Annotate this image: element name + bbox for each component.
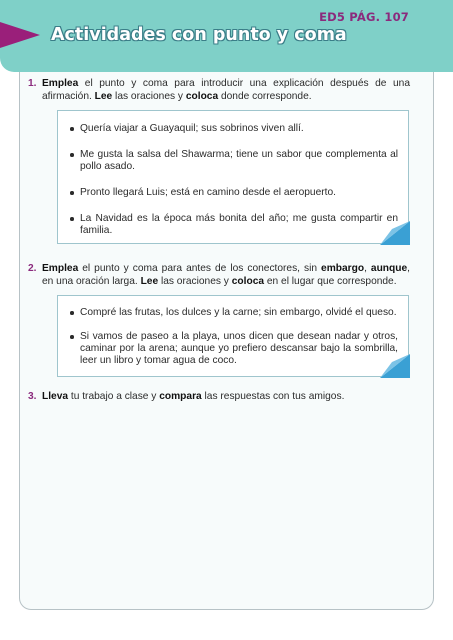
instruction-text: Lleva tu trabajo a clase y compara las respuestas con tus amigos.	[42, 391, 345, 402]
activity-2-box	[57, 295, 409, 377]
instruction-text: Emplea el punto y coma para introducir una explicación después de una afirmación. Lee las oraciones y coloca donde corresponde.	[42, 78, 410, 102]
bold-keyword: Lee	[94, 91, 113, 102]
header-flag-decoration	[0, 22, 40, 48]
bold-keyword: Emplea	[42, 78, 79, 89]
corner-fold-icon	[380, 221, 410, 245]
list-item: Pronto llegará Luis; está en camino desde el aeropuerto.	[68, 187, 398, 199]
activity-1-box	[57, 110, 409, 244]
list-item: Si vamos de paseo a la playa, unos dicen que desean nadar y otros, caminar por la arena; aunque yo prefiero descansar bajo la sombrilla, leer un libro y tomar agua de coco.	[68, 331, 398, 367]
sentence-list	[68, 307, 398, 367]
bold-keyword: Lee	[140, 276, 159, 287]
activity-2-instruction	[28, 262, 410, 288]
instruction-text: Emplea el punto y coma para antes de los conectores, sin embargo, aunque, en una oración larga. Lee las oraciones y coloca en el lugar que corresponde.	[42, 263, 410, 287]
list-item: La Navidad es la época más bonita del año; me gusta compartir en familia.	[68, 213, 398, 237]
list-item: Me gusta la salsa del Shawarma; tiene un sabor que complementa al pollo asado.	[68, 149, 398, 173]
list-item: Compré las frutas, los dulces y la carne; sin embargo, olvidé el queso.	[68, 307, 398, 319]
bold-keyword: aunque	[370, 263, 408, 274]
header-banner	[0, 0, 453, 72]
activity-number: 1.	[28, 78, 37, 89]
page-reference: ED5 PÁG. 107	[319, 10, 409, 24]
corner-fold-icon	[380, 354, 410, 378]
bold-keyword: embargo	[321, 263, 365, 274]
activity-1-instruction	[28, 77, 410, 103]
activity-number: 3.	[28, 391, 37, 402]
bold-keyword: coloca	[231, 276, 265, 287]
activity-number: 2.	[28, 263, 37, 274]
activity-3-instruction	[28, 390, 410, 403]
bold-keyword: compara	[159, 391, 202, 402]
page-title: Actividades con punto y coma	[51, 25, 347, 45]
bold-keyword: Lleva	[42, 391, 69, 402]
list-item: Quería viajar a Guayaquil; sus sobrinos viven allí.	[68, 123, 398, 135]
bold-keyword: Emplea	[42, 263, 79, 274]
bold-keyword: coloca	[185, 91, 219, 102]
sentence-list	[68, 123, 398, 237]
